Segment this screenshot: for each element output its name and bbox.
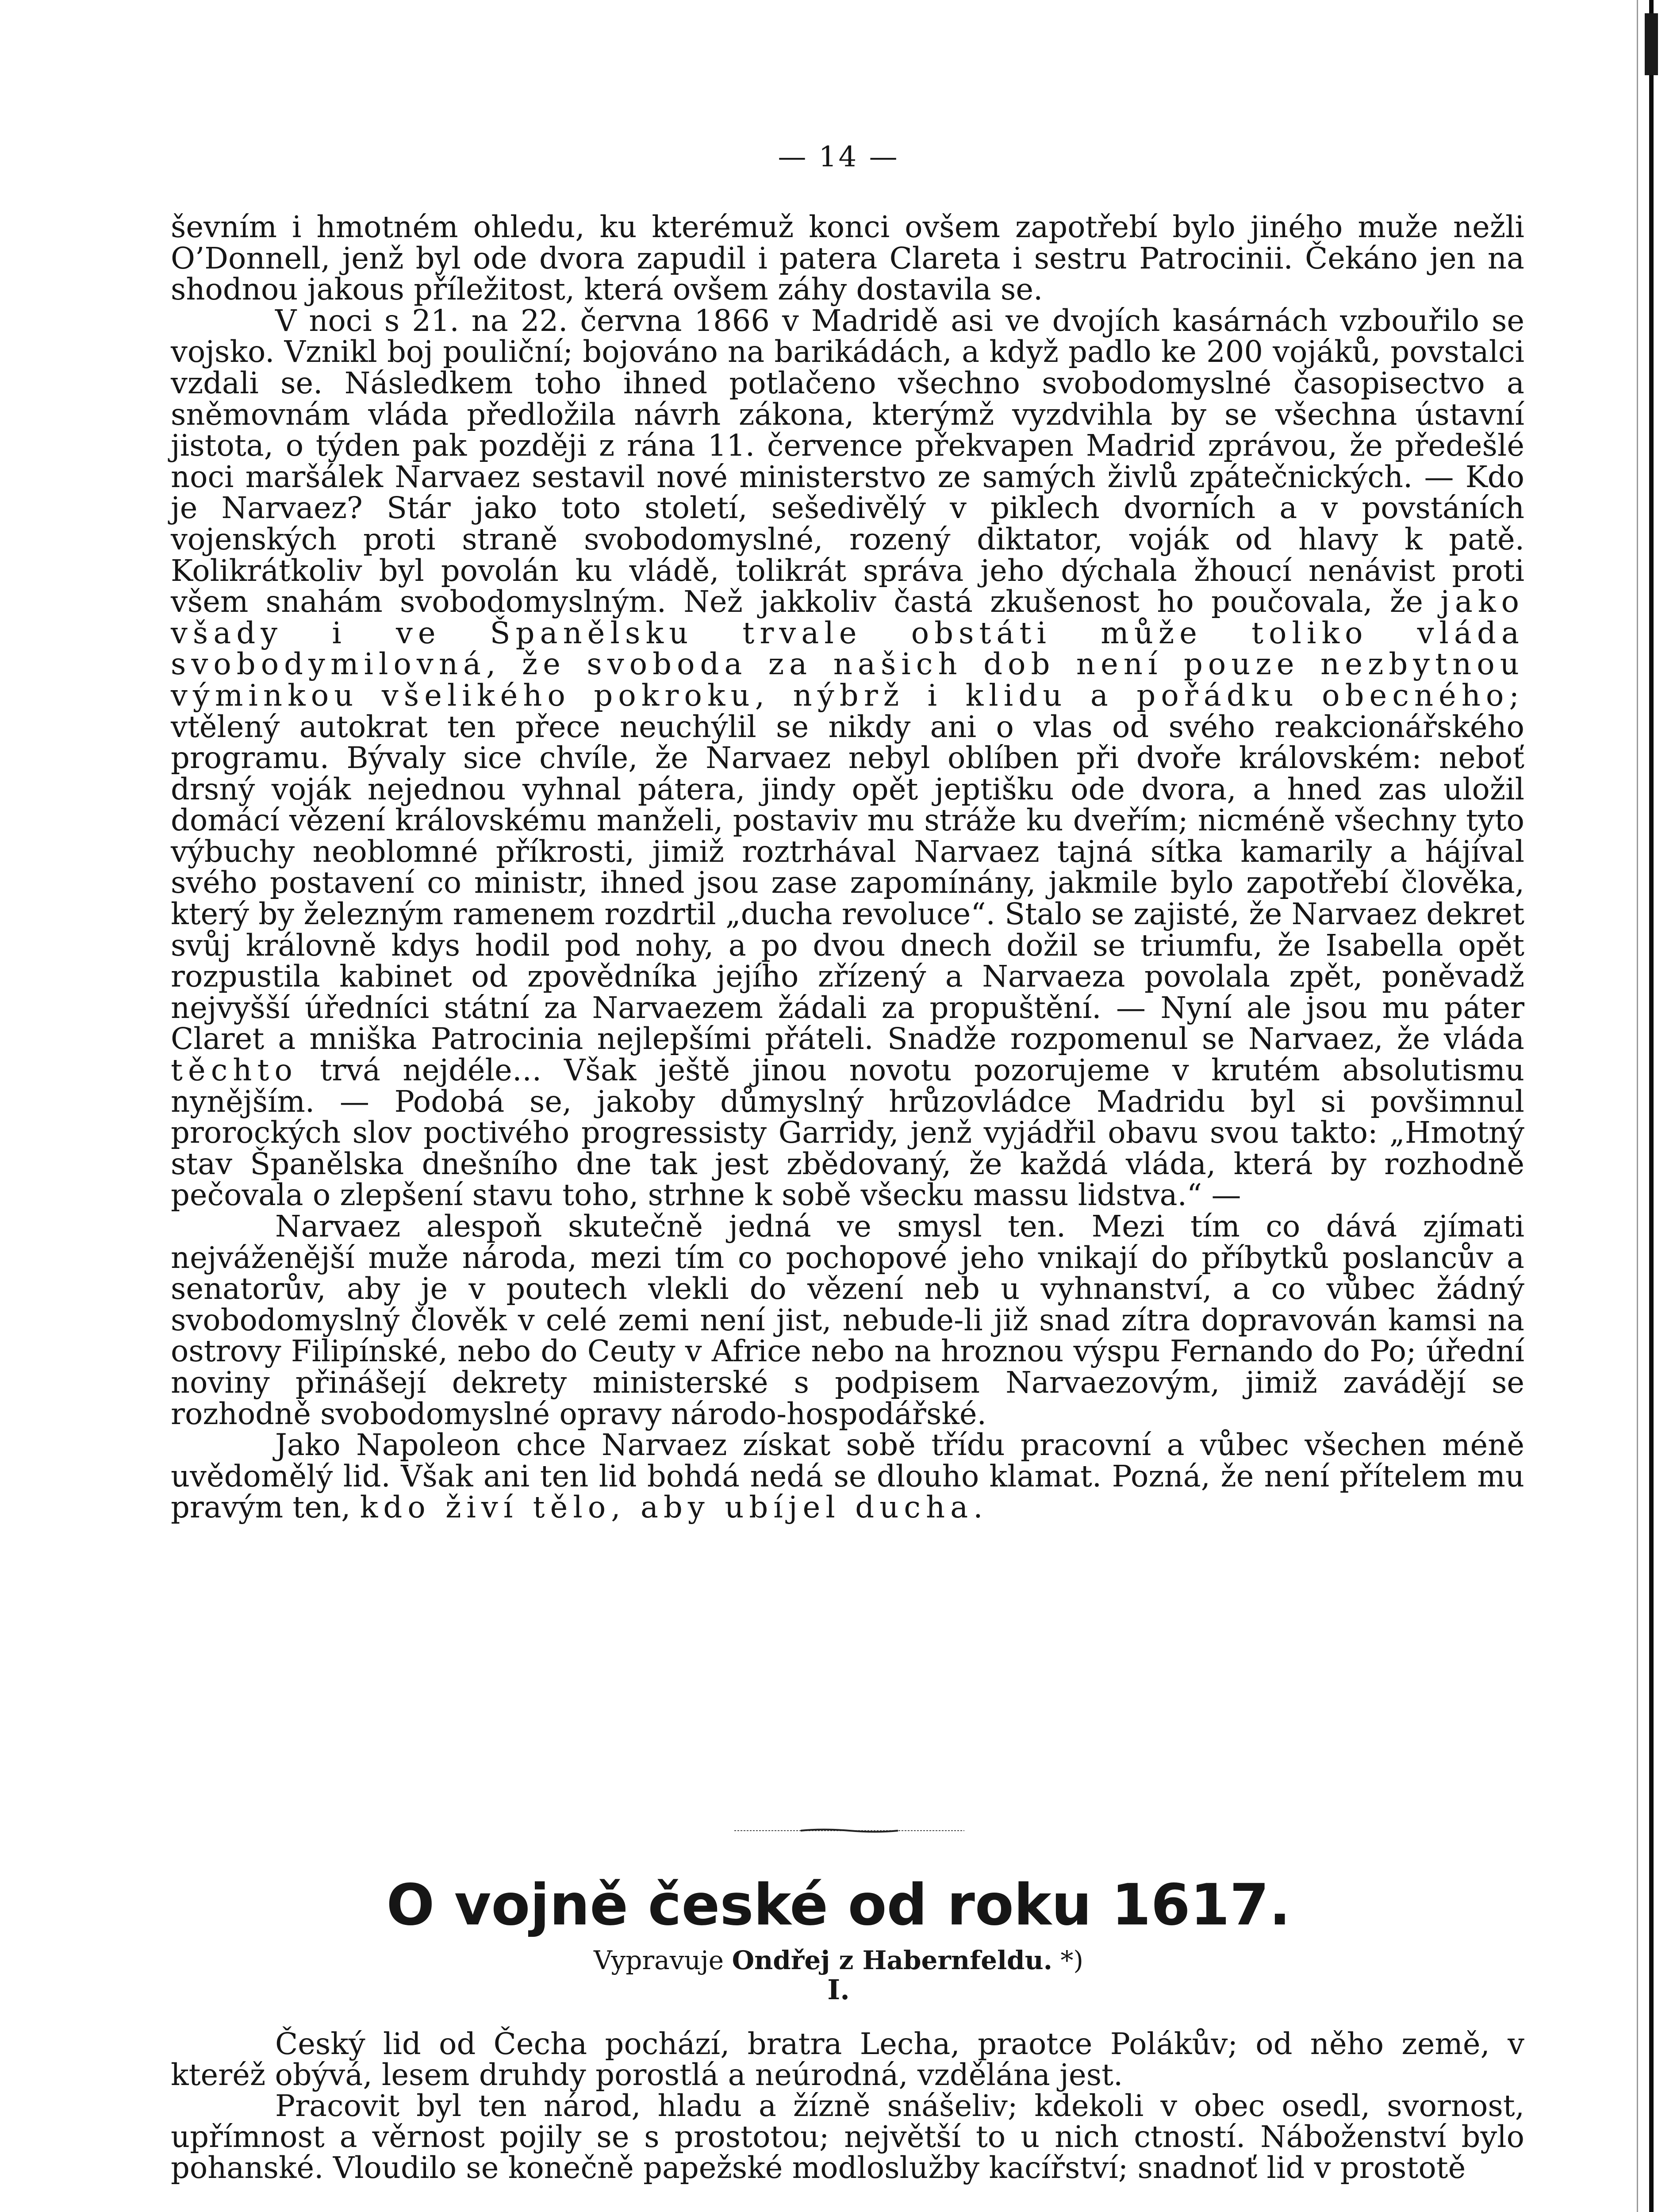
paragraph-czech-origin: Český lid od Čecha pochází, bratra Lecha, praotce Polákův; od něho země, v kteréž obývá, lesem druhdy porostlá a neúrodná, vzdělána jest. [171,2027,1524,2092]
paragraph-narvaez-acts: Narvaez alespoň skutečně jedná ve smysl ten. Mezi tím co dává zjímati nejváženější muže národa, mezi tím co pochopové jeho vnikají do příbytků poslancův a senatorův, aby je v poutech vlekli do vězení neb u vyhnanství, a co vůbec žádný svobodomyslný člověk v celé zemi není jist, nebude-li již snad zítra dopravován kamsi na ostrovy Filipínské, nebo do Ceuty v Africe nebo na hroznou výspu Fernando do Po; úřední noviny přinášejí dekrety ministerské s podpisem Narvaezovým, jimiž zavádějí se rozhodně svobodomyslné opravy národo-hospodářské. [171,1209,1524,1431]
chapter-number: I. [827,1974,850,2006]
paragraph-text: V noci s 21. na 22. června 1866 v Madridě asi ve dvojích kasárnách vzbouřilo se vojsko. Vznikl boj pouliční; bojováno na barikádách, a když padlo ke 200 vojáků, povstalci vzdali se. Následkem toho ihned potlačeno všechno svobodomyslné časopisectvo a sněmovnám vláda předložila návrh zákona, kterýmž vyzdvihla by se všechna ústavní jistota, o týden pak později z rána 11. července překvapen Madrid zprávou, že předešlé noci maršálek Narvaez sestavil nové ministerstvo ze samých živlů zpátečnických. — Kdo je Narvaez? Stár jako toto století, sešedivělý v piklech dvorních a v povstáních vojenských proti straně svobodomyslné, rozený diktator, voják od hlavy k patě. Kolikrátkoliv byl povolán ku vládě, tolikrát správa jeho dýchala žhoucí nenávist proti všem snahám svobodomyslným. Než jakkoliv častá zkušenost ho poučovala, že [171,303,1524,619]
emphasis-text: jako všady i ve Španělsku trvale obstáti může toliko vláda svobodymilovná, že svoboda za našich dob není pouze nezbytnou výminkou všelikého pokroku, nýbrž i klidu a pořádku obecného; [171,584,1524,713]
page-number: — 14 — [778,141,899,173]
paragraph-text: Jako Napoleon chce Narvaez získat sobě třídu pracovní a vůbec všechen méně uvědomělý lid. Však ani ten lid bohdá nedá se dlouho klamat. Pozná, že není přítelem mu pravým ten, [171,1428,1524,1525]
paragraph-text: trvá nejdéle… Však ještě jinou novotu pozorujeme v krutém absolutismu nynějším. — Podobá se, jakoby důmyslný hrůzovládce Madridu byl si povšimnul prorockých slov poctivého progressisty Garridy, jenž vyjádřil obavu svou takto: „Hmotný stav Španělska dnešního dne tak jest zbědovaný, že každá vláda, která by rozhodně pečovala o zlepšení stavu toho, strhne k sobě všecku massu lidstva.“ — [171,1053,1524,1213]
byline-author: Ondřej z Habernfeldu. [732,1945,1052,1975]
article-body [171,2028,1524,2183]
previous-article-text [171,211,1524,1523]
paragraph-napoleon [171,1429,1524,1523]
page-corner-mark [1645,13,1658,75]
article-title: O vojně české od roku 1617. [386,1872,1291,1938]
emphasis-text: kdo živí tělo, aby ubíjel ducha. [360,1490,988,1525]
footnote-marker: *) [1052,1945,1084,1975]
paragraph-text: vtělený autokrat ten přece neuchýlil se nikdy ani o vlas od svého reakcionářského programu. Bývaly sice chvíle, že Narvaez nebyl oblíben při dvoře královském: neboť drsný voják nejednou vyhnal pátera, jindy opět jeptišku ode dvora, a hned zas uložil domácí vězení královskému manželi, postaviv mu stráže ku dveřím; nicméně všechny tyto výbuchy neoblomné příkrosti, jimiž roztrhával Narvaez tajná sítka kamarily a hájíval svého postavení co ministr, ihned jsou zase zapomínány, jakmile bylo zapotřebí člověka, který by železným ramenem rozdrtil „ducha revoluce“. Stalo se zajisté, že Narvaez dekret svůj královně kdys hodil pod nohy, a po dvou dnech dožil se triumfu, že Isabella opět rozpustila kabinet od zpovědníka jejího zřízený a Narvaeza povolala zpět, poněvadž nejvyšší úředníci státní za Narvaezem žádali za propuštění. — Nyní ale jsou mu páter Claret a mniška Patrocinia nejlepšími přáteli. Snadže rozpomenul se Narvaez, že vláda [171,709,1524,1056]
paragraph-madrid-uprising [171,305,1524,1211]
paragraph-continuation: ševním i hmotném ohledu, ku kterémuž konci ovšem zapotřebí bylo jiného muže nežli O’Donnell, jenž byl ode dvora zapudil i patera Clareta i sestru Patrocinii. Čekáno jen na shodnou jakous příležitost, která ovšem záhy dostavila se. [171,210,1524,307]
byline-prefix: Vypravuje [593,1945,724,1975]
section-divider [734,1828,964,1833]
emphasis-text: těchto [171,1053,298,1088]
article-byline [0,1946,1677,1975]
paragraph-czech-character: Pracovit byl ten národ, hladu a žízně snášeliv; kdekoli v obec osedl, svornost, upřímnost a věrnost pojily se s prostotou; největší to u nich ctností. Náboženství bylo pohanské. Vloudilo se konečně papežské modloslužby kacířství; snadnoť lid v prostotě [171,2089,1524,2185]
